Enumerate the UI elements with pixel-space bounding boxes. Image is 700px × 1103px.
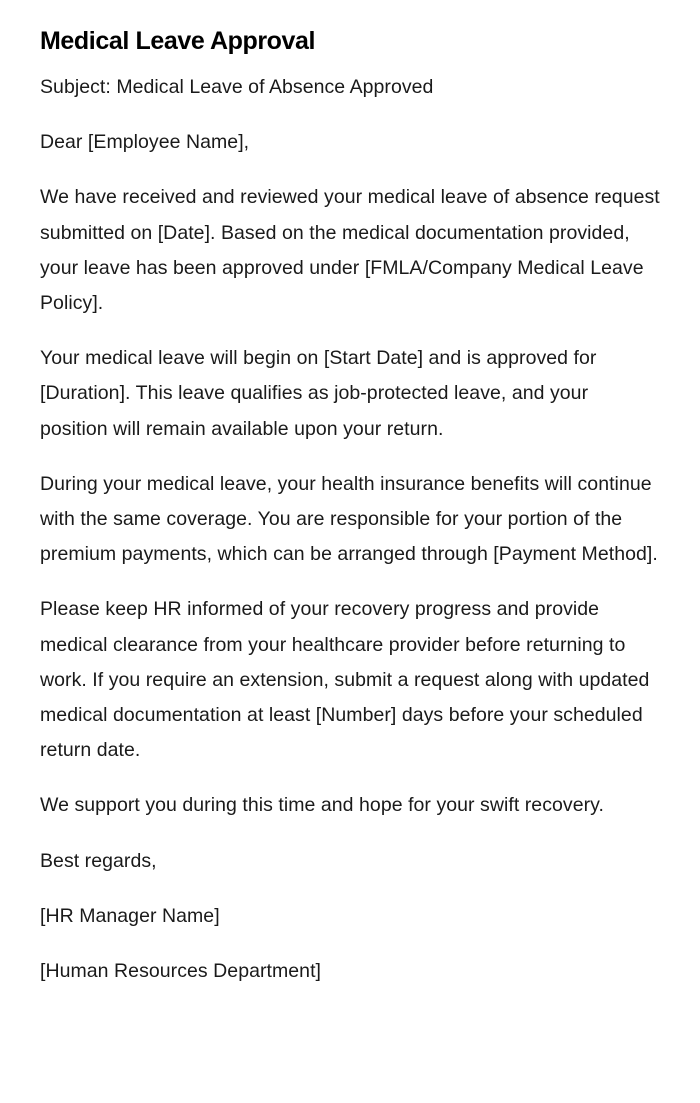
body-paragraph-support: We support you during this time and hope for your swift recovery. [40, 794, 604, 817]
signature-name: [HR Manager Name] [40, 904, 220, 927]
body-paragraph-duration: Your medical leave will begin on [Start Date] and is approved for [Duration]. This leave qualifies as job-protected leave, and your position will remain available upon your return. [40, 347, 597, 440]
document-title: Medical Leave Approval [40, 27, 316, 55]
body-paragraph-approval: We have received and reviewed your medical leave of absence request submitted on [Date]. Based on the medical documentation provided, your leave has been approved under [FMLA/Company Medical Leave Policy]. [40, 186, 660, 315]
closing: Best regards, [40, 849, 157, 872]
body-paragraph-benefits: During your medical leave, your health insurance benefits will continue with the same coverage. You are responsible for your portion of the premium payments, which can be arranged through [Payment Method]. [40, 472, 658, 566]
body-paragraph-return: Please keep HR informed of your recovery progress and provide medical clearance from your healthcare provider before returning to work. If you require an extension, submit a request along with updated medical documentation at least [Number] days before your scheduled return date. [40, 598, 650, 762]
subject-line: Subject: Medical Leave of Absence Approved [40, 76, 434, 98]
signature-department: [Human Resources Department] [40, 960, 322, 983]
salutation: Dear [Employee Name], [40, 131, 250, 154]
